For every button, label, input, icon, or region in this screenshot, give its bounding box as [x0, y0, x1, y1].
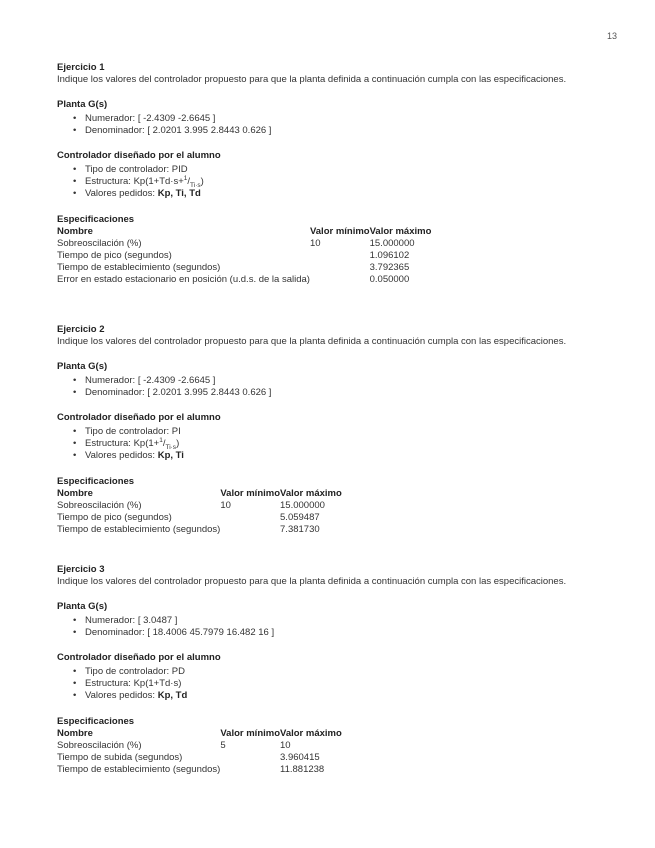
table-row: Sobreoscilación (%) 10 15.000000: [57, 500, 325, 511]
plant-denominator: • Denominador: [ 18.4006 45.7979 16.482 16 ]: [73, 627, 637, 639]
exercise-intro: Indique los valores del controlador propuesto para que la planta definida a continuación cumpla con las especificaciones.: [57, 576, 567, 587]
controller-values: • Valores pedidos: Kp, Ti: [73, 450, 637, 462]
table-row: Tiempo de establecimiento (segundos) 11.881238: [57, 764, 325, 775]
plant-denominator: • Denominador: [ 2.0201 3.995 2.8443 0.626 ]: [73, 387, 637, 399]
exercise-title: Ejercicio 2: [57, 324, 105, 335]
controller-list: [57, 164, 637, 200]
controller-structure: • Estructura: $Kp(1+^1/_{Ti\cdot s})$: [73, 438, 637, 450]
plant-numerator: • Numerador: [ 3.0487 ]: [73, 615, 637, 627]
controller-list: [57, 666, 637, 702]
exercise-3: [57, 564, 637, 776]
plant-list: [57, 615, 637, 639]
controller-structure: • Estructura: Kp(1+Td·s): [73, 678, 637, 690]
controller-list: [57, 426, 637, 462]
plant-title: Planta G(s): [57, 601, 108, 612]
plant-title: Planta G(s): [57, 361, 108, 372]
spec-header-row: Nombre Valor mínimo Valor máximo: [57, 488, 342, 499]
controller-type: • Tipo de controlador: PI: [73, 426, 637, 438]
controller-type: • Tipo de controlador: PID: [73, 164, 637, 176]
exercise-1: [57, 62, 637, 286]
table-row: Sobreoscilación (%) 5 10: [57, 740, 291, 751]
controller-title: Controlador diseñado por el alumno: [57, 150, 221, 161]
controller-title: Controlador diseñado por el alumno: [57, 652, 221, 663]
plant-numerator: • Numerador: [ -2.4309 -2.6645 ]: [73, 375, 637, 387]
plant-title: Planta G(s): [57, 99, 108, 110]
plant-list: [57, 375, 637, 399]
exercise-title: Ejercicio 1: [57, 62, 105, 73]
spec-header-row: Nombre Valor mínimo Valor máximo: [57, 226, 432, 237]
exercise-2: [57, 324, 637, 536]
spec-header-row: Nombre Valor mínimo Valor máximo: [57, 728, 342, 739]
spec-title: Especificaciones: [57, 476, 135, 487]
table-row: Tiempo de subida (segundos) 3.960415: [57, 752, 320, 763]
exercise-title: Ejercicio 3: [57, 564, 105, 575]
table-row: Sobreoscilación (%) 10 15.000000: [57, 238, 415, 249]
controller-values: • Valores pedidos: Kp, Ti, Td: [73, 188, 637, 200]
spec-title: Especificaciones: [57, 716, 135, 727]
spec-table: [57, 728, 342, 776]
spec-title: Especificaciones: [57, 214, 135, 225]
plant-list: [57, 113, 637, 137]
page-number: 13: [607, 31, 618, 41]
table-row: Tiempo de establecimiento (segundos) 7.381730: [57, 524, 320, 535]
table-row: Tiempo de pico (segundos) 1.096102: [57, 250, 410, 261]
controller-structure: • Estructura: $Kp(1+Td\cdot s+^1/_{Ti\cdot s})$: [73, 176, 637, 188]
exercise-intro: Indique los valores del controlador propuesto para que la planta definida a continuación cumpla con las especificaciones.: [57, 74, 567, 85]
controller-title: Controlador diseñado por el alumno: [57, 412, 221, 423]
spec-table: [57, 226, 431, 286]
table-row: Tiempo de pico (segundos) 5.059487: [57, 512, 320, 523]
plant-denominator: • Denominador: [ 2.0201 3.995 2.8443 0.626 ]: [73, 125, 637, 137]
table-row: Error en estado estacionario en posición (u.d.s. de la salida) 0.050000: [57, 274, 410, 285]
controller-type: • Tipo de controlador: PD: [73, 666, 637, 678]
spec-table: [57, 488, 342, 536]
controller-values: • Valores pedidos: Kp, Td: [73, 690, 637, 702]
plant-numerator: • Numerador: [ -2.4309 -2.6645 ]: [73, 113, 637, 125]
table-row: Tiempo de establecimiento (segundos) 3.792365: [57, 262, 410, 273]
exercise-intro: Indique los valores del controlador propuesto para que la planta definida a continuación cumpla con las especificaciones.: [57, 336, 567, 347]
